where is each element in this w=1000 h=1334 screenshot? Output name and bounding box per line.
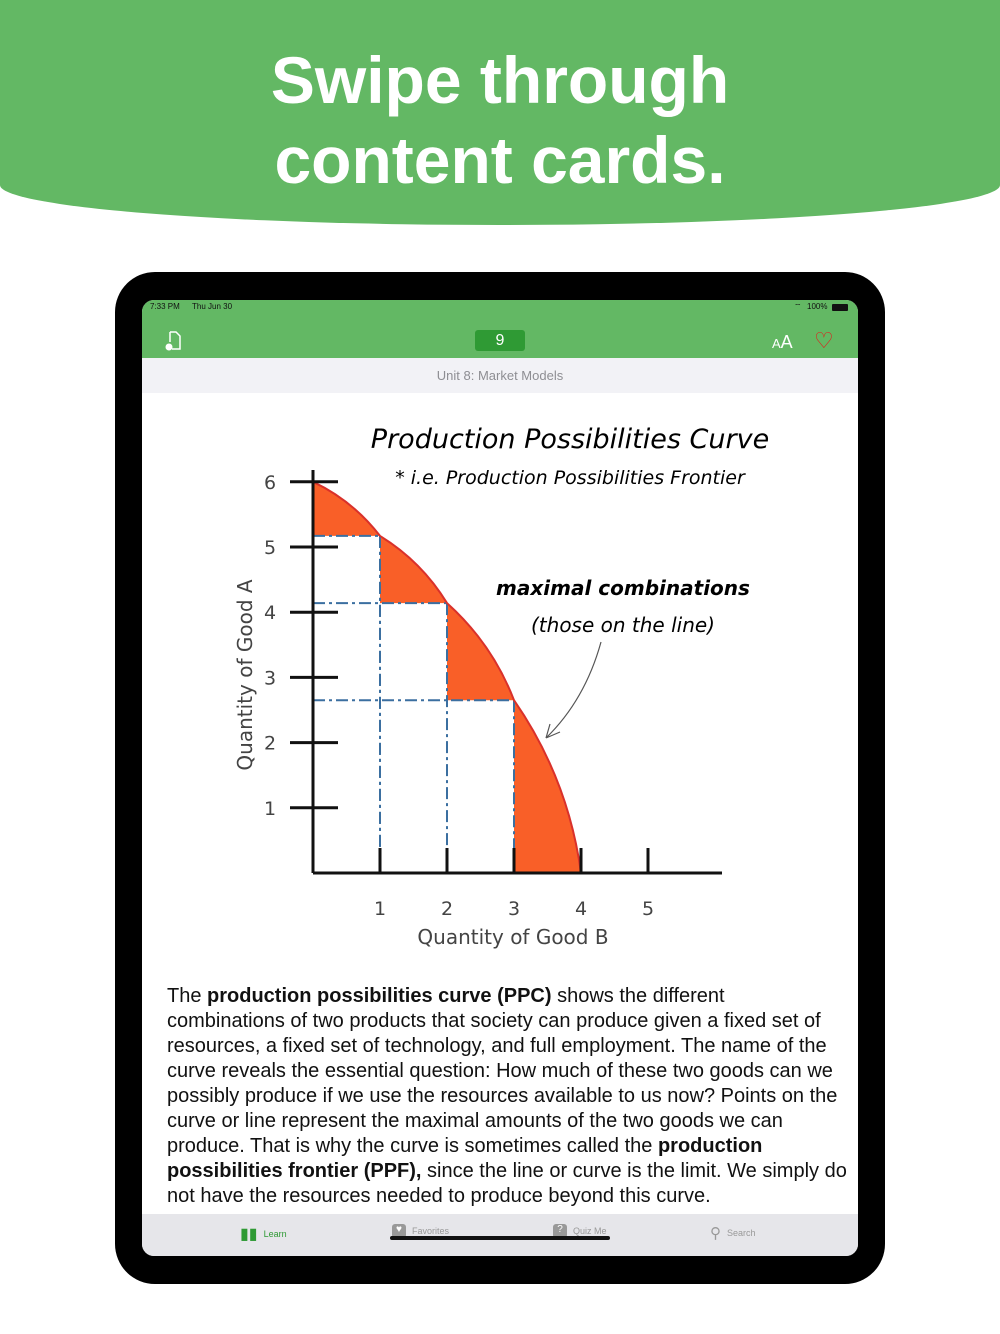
tab-learn[interactable]	[240, 1224, 287, 1244]
term-ppc: production possibilities curve (PPC)	[207, 985, 552, 1007]
text-size-small: A	[772, 336, 781, 351]
y-tick-label: 3	[263, 667, 277, 690]
tab-label: Search	[727, 1228, 756, 1238]
annotation-line-2: (those on the line)	[531, 613, 715, 637]
y-tick-label: 5	[263, 537, 277, 559]
y-axis-label: Quantity of Good A	[233, 579, 257, 771]
status-battery: 100%	[807, 302, 828, 311]
x-tick-label: 3	[507, 898, 521, 920]
x-tick-label: 5	[641, 898, 655, 920]
question-square-icon: ?	[553, 1224, 567, 1238]
tab-bar	[142, 1214, 858, 1256]
card-number-badge[interactable]: 9	[475, 330, 525, 351]
heart-square-icon: ♥	[392, 1224, 406, 1238]
y-tick-label: 2	[263, 732, 277, 755]
shaded-region	[514, 700, 581, 873]
tab-label: Favorites	[412, 1226, 450, 1236]
ppc-diagram	[142, 393, 858, 993]
text: since the line or curve is the limit. We simply do not have the resources needed to produce beyond this curve.	[167, 1160, 847, 1207]
diagram-subtitle: * i.e. Production Possibilities Frontier	[395, 467, 745, 489]
search-icon: ⚲	[710, 1225, 721, 1242]
shaded-region	[447, 603, 514, 700]
card-body-text	[167, 984, 847, 1209]
annotation-line-1: maximal combinations	[496, 576, 750, 600]
battery-icon	[832, 304, 848, 311]
diagram-title: Production Possibilities Curve	[370, 424, 770, 455]
text: The	[167, 985, 208, 1007]
book-icon: ▮▮	[240, 1226, 258, 1243]
text-size-large: A	[780, 332, 793, 352]
y-tick-label: 1	[263, 797, 277, 820]
y-tick-label: 6	[263, 471, 277, 494]
headline	[0, 40, 1000, 200]
shaded-region	[380, 536, 447, 603]
tab-label: Learn	[263, 1229, 287, 1239]
headline-line-1: Swipe through	[270, 43, 730, 117]
x-tick-label: 4	[574, 898, 588, 920]
document-settings-icon[interactable]	[164, 330, 182, 352]
y-tick-label: 4	[263, 602, 277, 625]
tab-search[interactable]	[710, 1224, 756, 1242]
term-ppf: production possibilities frontier (PPF),	[167, 1135, 763, 1182]
status-time: 7:33 PM	[150, 302, 180, 311]
annotation-arrow	[546, 642, 601, 738]
x-axis-label: Quantity of Good B	[417, 925, 609, 949]
x-tick-label: 1	[373, 898, 387, 920]
nav-bar	[142, 300, 858, 358]
x-tick-label: 2	[440, 898, 454, 920]
tab-label: Quiz Me	[573, 1226, 607, 1236]
shaded-region	[313, 482, 380, 536]
text-size-button[interactable]	[772, 332, 793, 353]
text: shows the different combinations of two products that society can produce given a fixed set of resources, a fixed set of technology, and full employment. The name of the curve reveals the essential question: How much of these two goods can we possibly produce if we use the resources available to us now? Points on the curve or line represent the maximal amounts of the two goods we can produce. That is why the curve is sometimes called the	[167, 985, 838, 1157]
headline-line-2: content cards.	[274, 123, 726, 197]
wifi-icon: ⌔	[794, 302, 802, 311]
home-indicator[interactable]	[390, 1236, 610, 1240]
app-screen	[142, 300, 858, 1256]
status-date: Thu Jun 30	[192, 302, 233, 311]
favorite-heart-icon[interactable]: ♡	[814, 328, 834, 353]
unit-title: Unit 8: Market Models	[142, 358, 858, 393]
